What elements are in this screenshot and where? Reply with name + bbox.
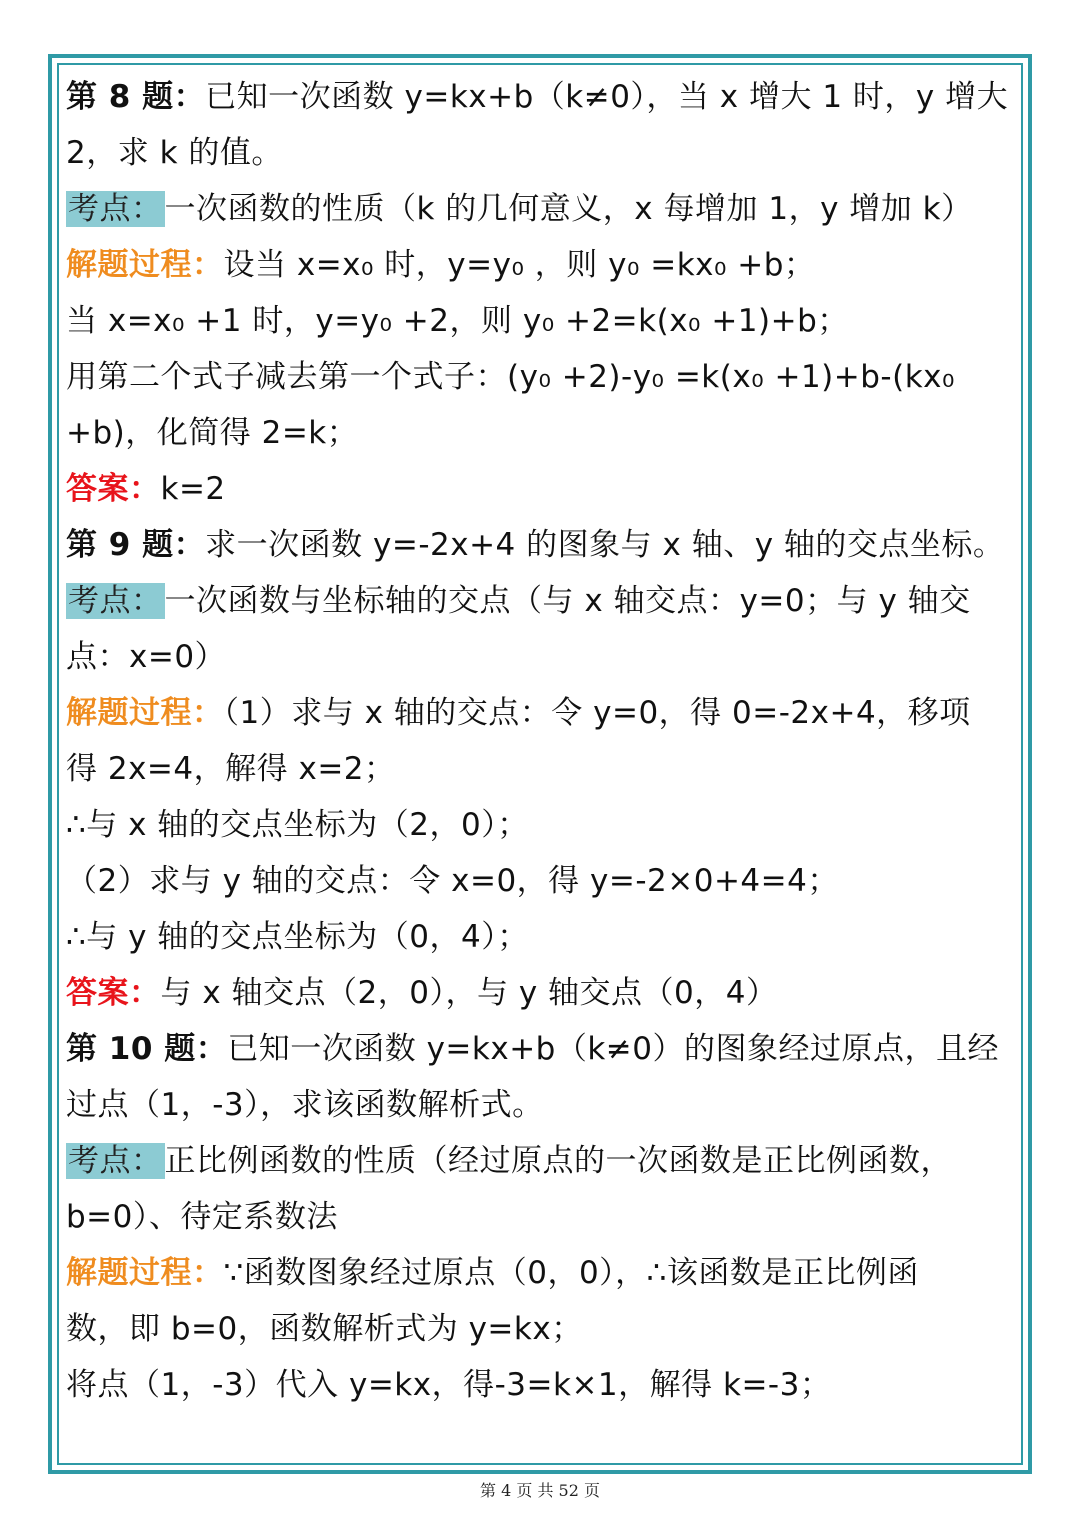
problem-9-process-line-3: ∴与 x 轴的交点坐标为（2，0）； (66, 807, 529, 843)
answer-label: 答案： (66, 471, 161, 507)
problem-10-process-line-1: 解题过程：∵函数图象经过原点（0，0），∴该函数是正比例函 (66, 1255, 919, 1291)
problem-9-question-line-1: 第 9 题：求一次函数 y=-2x+4 的图象与 x 轴、y 轴的交点坐标。 (66, 527, 1005, 563)
problem-10-point-line-2: b=0）、待定系数法 (66, 1199, 338, 1235)
page-footer: 第 4 页 共 52 页 (480, 1481, 600, 1500)
answer-label: 答案： (66, 975, 161, 1011)
point-label: 考点： (68, 191, 163, 227)
problem-8-process-line-4: +b)，化简得 2=k； (66, 415, 359, 451)
problem-8-point: 考点：一次函数的性质（k 的几何意义，x 每增加 1，y 增加 k） (68, 191, 973, 227)
process-label: 解题过程： (66, 1255, 224, 1291)
problem-10-point-line-1: 考点：正比例函数的性质（经过原点的一次函数是正比例函数， (68, 1143, 952, 1179)
problem-9-point-line-2: 点：x=0） (66, 639, 227, 675)
problem-10-process-line-3: 将点（1，-3）代入 y=kx，得-3=k×1，解得 k=-3； (66, 1367, 832, 1403)
problem-8-process-line-3: 用第二个式子减去第一个式子：(y₀ +2)-y₀ =k(x₀ +1)+b-(kx₀ (66, 359, 955, 395)
problem-8-question-line-2: 2，求 k 的值。 (66, 135, 283, 171)
problem-8-answer: 答案：k=2 (66, 471, 226, 507)
problem-10-question-line-2: 过点（1，-3），求该函数解析式。 (66, 1087, 544, 1123)
problem-8-process-line-1: 解题过程：设当 x=x₀ 时，y=y₀ ，则 y₀ =kx₀ +b； (66, 247, 816, 283)
problem-9-process-line-5: ∴与 y 轴的交点坐标为（0，4）； (66, 919, 529, 955)
problem-10-question-line-1: 第 10 题：已知一次函数 y=kx+b（k≠0）的图象经过原点，且经 (66, 1031, 1000, 1067)
problem-9-process-line-1: 解题过程：（1）求与 x 轴的交点：令 y=0，得 0=-2x+4，移项 (66, 695, 971, 731)
process-label: 解题过程： (66, 247, 224, 283)
problem-9-answer: 答案：与 x 轴交点（2，0），与 y 轴交点（0，4） (66, 975, 778, 1011)
process-label: 解题过程： (66, 695, 224, 731)
page-content (66, 69, 1016, 1413)
problem-8-question-line-1: 第 8 题：已知一次函数 y=kx+b（k≠0），当 x 增大 1 时，y 增大 (66, 79, 1009, 115)
problem-10-title: 第 10 题： (66, 1031, 228, 1067)
point-label: 考点： (68, 583, 163, 619)
problem-9-process-line-4: （2）求与 y 轴的交点：令 x=0，得 y=-2×0+4=4； (66, 863, 839, 899)
problem-9-title: 第 9 题： (66, 527, 206, 563)
problem-9-process-line-2: 得 2x=4，解得 x=2； (66, 751, 396, 787)
problem-8-title: 第 8 题： (66, 79, 206, 115)
problem-8-process-line-2: 当 x=x₀ +1 时，y=y₀ +2，则 y₀ +2=k(x₀ +1)+b； (66, 303, 849, 339)
problem-10-process-line-2: 数，即 b=0，函数解析式为 y=kx； (66, 1311, 583, 1347)
problem-9-point-line-1: 考点：一次函数与坐标轴的交点（与 x 轴交点：y=0；与 y 轴交 (68, 583, 971, 619)
point-label: 考点： (68, 1143, 163, 1179)
